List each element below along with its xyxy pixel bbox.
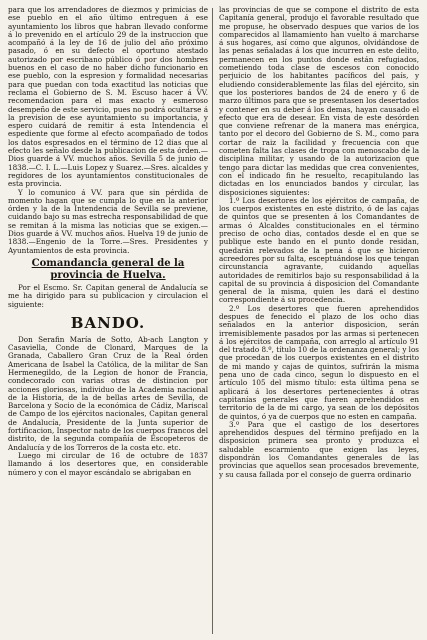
column-divider	[212, 8, 213, 634]
paragraph-titles: Don Serafin María de Sotto, Ab-ach Langton y Casaviella, Conde de Clonard, Marques de la Granada, Caballero Gran Cruz de la Real órden Americana de Isabel la Católica, de la militar de San Hermenegildo, de la Legion de honor de Francia, condecorado con varias otras de distincion por acciones gloriosas, individuo de la Academia nacional de la Historia, de la de bellas artes de Sevilla, de Barcelona y Socio de la económica de Cádiz, Mariscal de Campo de los ejércitos nacionales, Capitan general de Andalucía, Presidente de la Junta superior de fortificacion, Inspector nato de los cuerpos francos del distrito, de la segunda compañía de Escopeteros de Andalucía y de los Torreros de la costa etc. etc.	[8, 334, 208, 452]
right-column	[219, 6, 419, 479]
paragraph-provision-1: 1.º Los desertores de los ejércitos de campaña, de los cuerpos existentes en este distrito, ó de las cajas de quintos que se presenten á los Comandantes de armas ó Alcaldes constitucionales en el término preciso de ocho dias, contados desde el en que se publique este bando en el punto donde residan, quedarán relevados de la pena á que se hicieron acreedores por su falta, esceptuándose los que tengan circunstancia agravante, cuidando aquellas autoridades de remitirlos bajo su responsabilidad á la capital de su provincia á disposicion del Comandante general de la misma, quien les dará el destino correspondiente á su procedencia.	[219, 195, 419, 305]
paragraph-diezmos-order: para que los arrendadores de diezmos y primicias de ese pueblo en el año último entreguen á ese ayuntamiento los libros que habran llevado conforme á lo prevenido en el artículo 29 de la instruccion que acompañó á la ley de 16 de julio del año próximo pasado, ó en su defecto el oportuno atestado autorizado por escribano público ó por dos hombres buenos en el caso de no haber dicho funcionario en ese pueblo, con la espresion y formalidad necesarias para que puedan con toda exactitud las noticias que reclama el Gobierno de S. M. Escuso hacer á VV. recomendacion para el mas exacto y esmeroso desempeño de este servicio, pues no podrá ocultarse á la prevision de ese ayuntamiento su importancia, y espero cuidará de remitir á esta Intendencia el espediente que forme al efecto acompañado de todos los datos espresados en el término de 12 dias que al efecto les señalo desde la publicacion de esta órden.—Dios guarde á VV. muchos años. Sevilla 5 de junio de 1838.—C. I. L.—Luis Lopez y Suarez.—Sres. alcaldes y regidores de los ayuntamientos constitucionales de esta provincia.	[8, 5, 208, 189]
paragraph-communication: Y lo comunico á VV. para que sin pérdida de momento hagan que se cumpla lo que en la anterior órden y la de la Intendencia de Sevilla se previene, cuidando bajo su mas estrecha responsabilidad de que se remitan á la misma las noticias que se exigen.—Dios guarde á VV. muchos años. Huelva 19 de junio de 1838.—Engenio de la Torre.—Sres. Presidentes y Ayuntamientos de esta provincia.	[8, 187, 208, 255]
paragraph-provision-3: 3.º Para que el castigo de los desertores aprehendidos despues del término prefijado en la disposicion primera sea pronto y produzca el saludable escarmiento que exigen las leyes, dispondrán los Comandantes generales de las provincias que aquellos sean procesados brevemente, y su causa fallada por el consejo de guerra ordinario	[219, 419, 419, 479]
section-title: Comandancia general de la provincia de Huelva.	[31, 257, 185, 281]
paragraph-provision-2: 2.º Los desertores que fueren aprehendidos despues de fenecido el plazo de los ocho dias señalados en la anterior disposicion, serán irremisiblemente pasados por las armas si pertenecen á los ejércitos de campaña, con arreglo al artículo 91 del tratado 8.º, título 10 de la ordenanza general; y los que procedan de los cuerpos existentes en el distrito de mi mando y cajas de quintos, sufrirán la misma pena uno de cada cinco, segun lo dispuesto en el artículo 105 del mismo título: esta última pena se aplicará á los desertores pertenecientes á otras capitanías generales que fueren aprehendidos en territorio de la de mi cargo, ya sean de los depósitos de quintos, ó ya de cuerpos que no esten en campaña.	[219, 303, 419, 421]
paragraph-circular: Luego mi circular de 16 de octubre de 1837 llamando á los desertores que, en considerable número y con el mayor escándalo se abrigaban en	[8, 450, 208, 477]
section-intro: Por el Escmo. Sr. Capitan general de Andalucía se me ha dirigido para su publicacion y circulacion el siguiente:	[8, 282, 208, 309]
bando-heading: BANDO.	[70, 313, 146, 332]
paragraph-preamble: las provincias de que se compone el distrito de esta Capitanía general, produjo el favorable resultado que me propuse, he observado despues que varios de los comparecidos al llamamiento han vuelto á marcharse á sus hogares, así como que algunos, olvidándose de las penas señaladas á los que incurren en este delito, permanecen en los puntos donde están refugiados, cometiendo toda clase de escesos con conocido perjuicio de los habitantes pacíficos del país, y eludiendo considerablemente las filas del ejército, sin que los posteriores bandos de 24 de enero y 6 de marzo últimos para que se presentasen los desertados y contener en su deber á los demas, hayan causado el efecto que era de desear. En vista de este desórden que conviene refrenar de la manera mas enérgica, tanto por el decoro del Gobierno de S. M., como para cortar de raiz la facilidad y frecuencia con que cometen falta las clases de tropa con menoscabo de la disciplina militar, y usando de la autorizacion que tengo para dictar las medidas que crea convenientes, con el indicado fin he resuelto, recapitulando las dictadas en los enunciados bandos y circular, las disposiciones siguientes:	[219, 5, 419, 197]
left-column	[8, 6, 208, 477]
